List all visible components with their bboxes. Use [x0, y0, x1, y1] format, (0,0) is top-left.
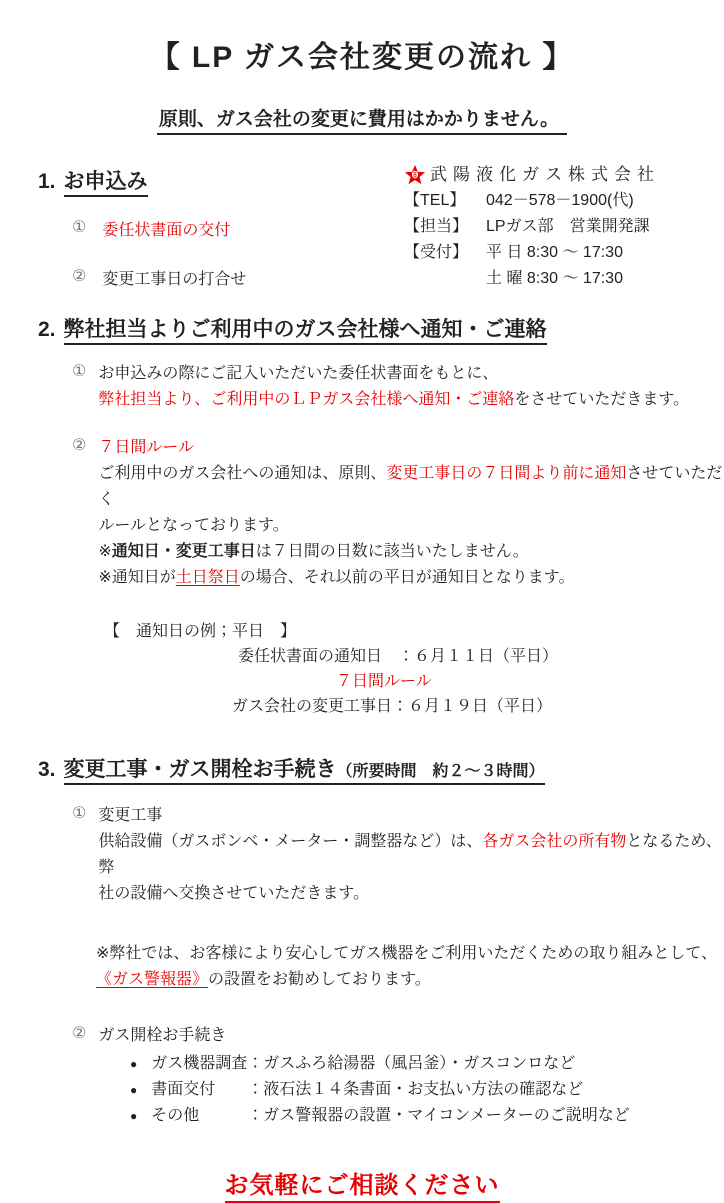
bullet-text: 書面交付 ：液石法１４条書面・お支払い方法の確認など — [151, 1081, 584, 1098]
red-text: 各ガス会社の所有物 — [482, 833, 627, 850]
bullet-icon: ● — [130, 1057, 138, 1071]
list-item — [72, 1023, 724, 1049]
section-3-heading-subtext: （所要時間 約２～３時間） — [336, 763, 545, 780]
tel-label: 【TEL】 — [404, 192, 466, 209]
circled-number-2: ② — [72, 268, 87, 285]
list-item — [72, 435, 724, 591]
section-1-number: 1. — [38, 170, 56, 193]
list-item — [72, 803, 724, 907]
bullet-icon: ● — [130, 1083, 138, 1097]
item-text — [98, 435, 724, 591]
section-1-heading-text: お申込み — [64, 170, 148, 197]
example-construction-date: ガス会社の変更工事日：６月１９日（平日） — [232, 698, 553, 715]
gas-opening-title: ガス開栓お手続き — [98, 1027, 227, 1044]
bullet-list — [130, 1051, 724, 1129]
bold-text: 通知日・変更工事日 — [111, 543, 256, 560]
line: 弊社担当より、ご利用中のＬＰガス会社様へ通知・ご連絡をさせていただきます。 — [98, 391, 690, 408]
bullet-item — [130, 1103, 724, 1129]
note-line: 《ガス警報器》の設置をお勧めしております。 — [96, 971, 431, 988]
red-text: 弊社担当より、ご利用中のＬＰガス会社様へ通知・ご連絡 — [98, 391, 515, 408]
list-item — [72, 361, 724, 413]
section-3-number: 3. — [38, 758, 56, 781]
seven-day-rule-title: ７日間ルール — [98, 439, 195, 456]
company-name-row — [404, 162, 720, 187]
section-2-number: 2. — [38, 318, 56, 341]
note-line-2: ※通知日が土日祭日の場合、それ以前の平日が通知日となります。 — [98, 569, 575, 586]
contact-cta — [0, 1165, 724, 1200]
red-text: 変更工事日の７日間より前に通知 — [386, 465, 627, 482]
line: お申込みの際にご記入いただいた委任状書面をもとに、 — [98, 365, 499, 382]
bullet-text: その他 ：ガス警報器の設置・マイコンメーターのご説明など — [151, 1107, 630, 1124]
section-3-heading-text: 変更工事・ガス開栓お手続き（所要時間 約２～３時間） — [64, 758, 545, 785]
bullet-item — [130, 1051, 724, 1077]
circled-number-2: ② — [72, 1025, 87, 1042]
circled-number-1: ① — [72, 363, 87, 380]
section-2-heading — [38, 313, 724, 343]
line: 供給設備（ガスボンベ・メーター・調整器など）は、各ガス会社の所有物となるため、弊 — [98, 833, 722, 876]
example-seven-day-rule: ７日間ルール — [336, 673, 432, 690]
circled-number-1: ① — [72, 805, 87, 822]
hours-label-spacer — [404, 266, 470, 291]
section-2-heading-text: 弊社担当よりご利用中のガス会社様へ通知・ご連絡 — [64, 318, 547, 345]
note-line-1: ※通知日・変更工事日は７日間の日数に該当いたしません。 — [98, 543, 529, 560]
line: ルールとなっております。 — [98, 517, 289, 534]
contact-cta-text: お気軽にご相談ください — [225, 1172, 500, 1203]
bullet-icon: ● — [130, 1109, 138, 1123]
gas-alarm-note — [96, 941, 724, 993]
construction-title: 変更工事 — [98, 807, 163, 824]
example-notify-date: 委任状書面の通知日 ：６月１１日（平日） — [238, 648, 559, 665]
dept-label: 【担当】 — [404, 218, 469, 235]
line: ご利用中のガス会社への通知は、原則、変更工事日の７日間より前に通知させていただく — [98, 465, 723, 508]
hours-weekday: 平 日 8:30 ～ 17:30 — [486, 244, 623, 261]
company-info-block — [404, 162, 720, 291]
section-notification — [0, 313, 724, 719]
item-text-power-of-attorney: 委任状書面の交付 — [102, 222, 231, 239]
company-hours-row-2 — [404, 266, 720, 291]
company-dept-row — [404, 214, 720, 239]
item-text — [98, 803, 724, 907]
note-line: ※弊社では、お客様により安心してガス機器をご利用いただくための取り組みとして、 — [96, 945, 718, 962]
red-underlined-text: 《ガス警報器》 — [96, 971, 209, 988]
red-star-icon — [404, 164, 426, 186]
company-tel-row — [404, 188, 720, 213]
company-name: 武陽液化ガス株式会社 — [430, 165, 660, 184]
page-title: 【 LP ガス会社変更の流れ 】 — [149, 41, 575, 74]
example-header: 【 通知日の例；平日 】 — [104, 623, 297, 640]
page-subtitle: 原則、ガス会社の変更に費用はかかりません。 — [0, 104, 724, 131]
hours-saturday: 土 曜 8:30 ～ 17:30 — [486, 270, 623, 287]
notification-example-block — [0, 619, 724, 719]
section-3-heading — [38, 753, 724, 783]
circled-number-1: ① — [72, 219, 87, 236]
bullet-text: ガス機器調査：ガスふろ給湯器（風呂釜）・ガスコンロなど — [151, 1055, 576, 1072]
red-underlined-text: 土日祭日 — [175, 569, 240, 586]
bullet-item — [130, 1077, 724, 1103]
line: 社の設備へ交換させていただきます。 — [98, 885, 370, 902]
dept-value: LPガス部 営業開発課 — [486, 218, 650, 235]
circled-number-2: ② — [72, 437, 87, 454]
item-text-construction-date: 変更工事日の打合せ — [102, 271, 247, 288]
company-hours-row — [404, 240, 720, 265]
hours-label: 【受付】 — [404, 244, 469, 261]
section-construction — [0, 753, 724, 1129]
tel-value: 042－578－1900(代) — [486, 192, 634, 209]
item-text — [98, 361, 689, 413]
